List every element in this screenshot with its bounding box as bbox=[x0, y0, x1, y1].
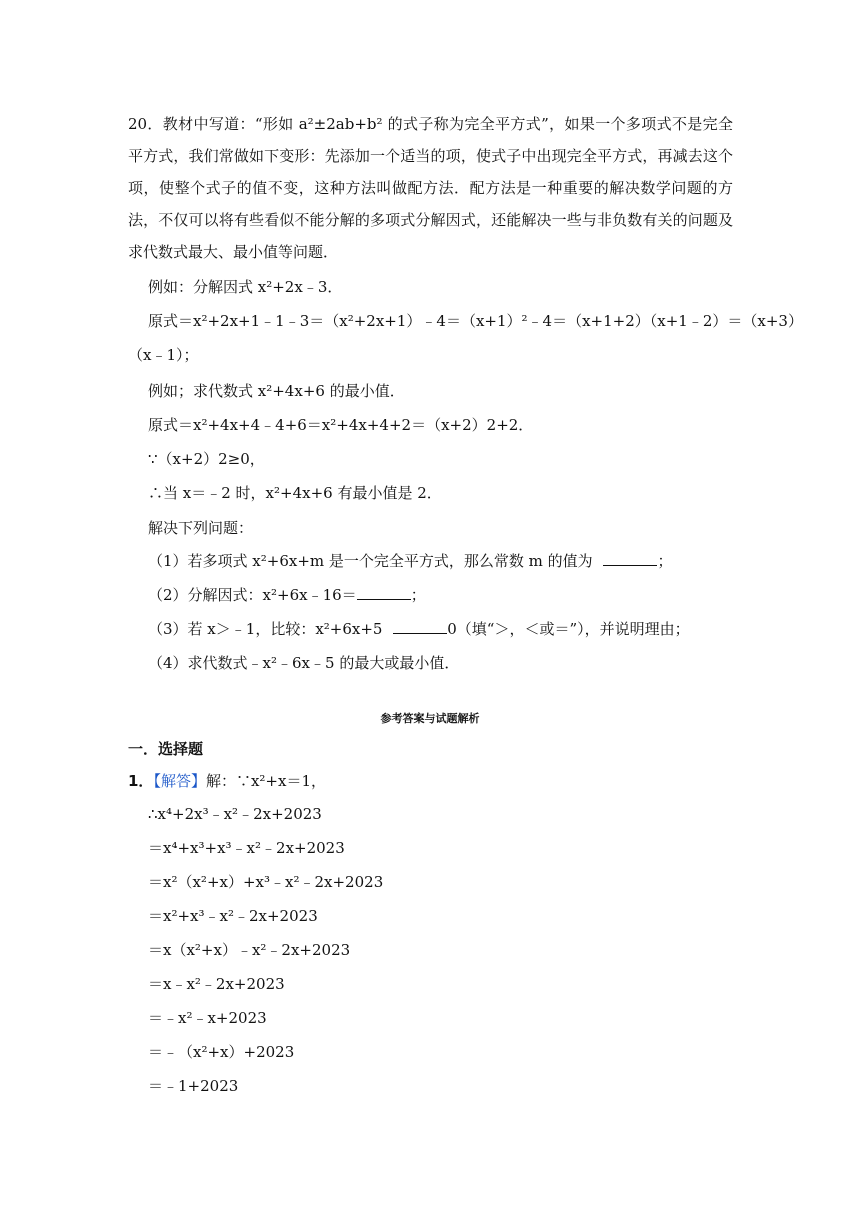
answer-step: ＝x﹣x²﹣2x+2023 bbox=[148, 975, 285, 993]
example2-therefore: ∴当 x＝﹣2 时，x²+4x+6 有最小值是 2． bbox=[148, 484, 442, 502]
answer-1-first-line bbox=[128, 770, 326, 792]
solve-prompt: 解决下列问题： bbox=[148, 519, 254, 537]
answer-step: ＝x²（x²+x）+x³﹣x²﹣2x+2023 bbox=[148, 873, 384, 891]
example1-work-line1: 原式＝x²+2x+1﹣1﹣3＝（x²+2x+1）﹣4＝（x+1）²﹣4＝（x+1+2）（x+1﹣2）＝（x+3） bbox=[148, 312, 803, 330]
section-heading: 一．选择题 bbox=[128, 740, 204, 758]
question-intro: 20．教材中写道：“形如 a²±2ab+b² 的式子称为完全平方式”，如果一个多项式不是完全平方式，我们常做如下变形：先添加一个适当的项，使式子中出现完全平方式，再减去这个项，使整个式子的值不变，这种方法叫做配方法．配方法是一种重要的解决数学问题的方法，不仅可以将有些看似不能分解的多项式分解因式，还能解决一些与非负数有关的问题及求代数式最大、最小值等问题． bbox=[128, 115, 733, 261]
sub-question-1-end: ； bbox=[657, 552, 673, 570]
answer-1-number: 1． bbox=[128, 772, 154, 790]
example1-work-line2: （x﹣1）； bbox=[128, 346, 199, 364]
sub-question-1 bbox=[148, 550, 672, 572]
answer-blank-3[interactable] bbox=[393, 633, 447, 634]
example2-prompt: 例如；求代数式 x²+4x+6 的最小值． bbox=[148, 382, 405, 400]
example2-work: 原式＝x²+4x+4﹣4+6＝x²+4x+4+2＝（x+2）2+2． bbox=[148, 416, 534, 434]
answer-blank-1[interactable] bbox=[603, 565, 657, 566]
answer-1-given: 解：∵x²+x＝1， bbox=[205, 772, 326, 790]
sub-question-3-text: （3）若 x＞﹣1，比较：x²+6x+5 bbox=[148, 620, 383, 638]
answer-step: ＝﹣1+2023 bbox=[148, 1077, 239, 1095]
answer-step: ＝x（x²+x）﹣x²﹣2x+2023 bbox=[148, 941, 351, 959]
answer-blank-2[interactable] bbox=[357, 599, 411, 600]
answers-title: 参考答案与试题解析 bbox=[380, 712, 480, 725]
answer-step: ∴x⁴+2x³﹣x²﹣2x+2023 bbox=[148, 805, 322, 823]
example1-prompt: 例如：分解因式 x²+2x﹣3． bbox=[148, 278, 343, 296]
sub-question-3-end: 0（填“＞，＜或＝”），并说明理由； bbox=[447, 620, 690, 638]
sub-question-3 bbox=[148, 618, 690, 640]
sub-question-2 bbox=[148, 584, 426, 606]
answer-tag: 【解答】 bbox=[153, 772, 206, 790]
sub-question-2-text: （2）分解因式：x²+6x﹣16＝ bbox=[148, 586, 357, 604]
sub-question-1-text: （1）若多项式 x²+6x+m 是一个完全平方式，那么常数 m 的值为 bbox=[148, 552, 593, 570]
answer-step: ＝﹣x²﹣x+2023 bbox=[148, 1009, 267, 1027]
sub-question-2-end: ； bbox=[410, 586, 426, 604]
sub-question-4: （4）求代数式﹣x²﹣6x﹣5 的最大或最小值． bbox=[148, 654, 460, 672]
answer-step: ＝x⁴+x³+x³﹣x²﹣2x+2023 bbox=[148, 839, 345, 857]
answer-step: ＝﹣（x²+x）+2023 bbox=[148, 1043, 295, 1061]
answer-step: ＝x²+x³﹣x²﹣2x+2023 bbox=[148, 907, 318, 925]
example2-because: ∵（x+2）2≥0， bbox=[148, 450, 265, 468]
